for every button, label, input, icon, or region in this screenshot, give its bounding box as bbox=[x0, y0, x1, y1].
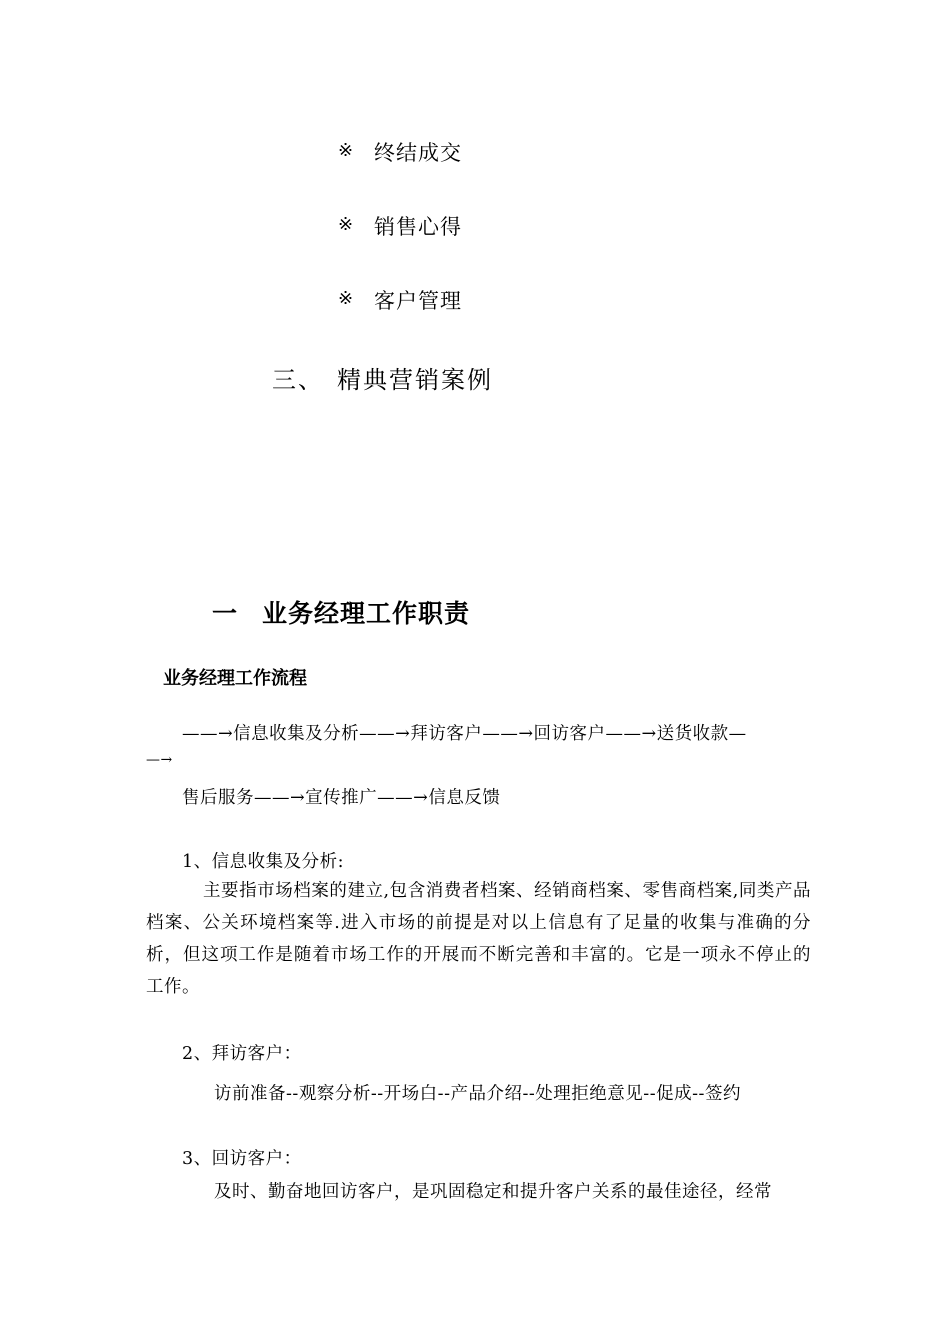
chapter-title: 业务经理工作职责 bbox=[262, 599, 471, 628]
workflow-line-1-wrap: —→ bbox=[146, 752, 173, 768]
bullet-mark-2: ※ bbox=[338, 214, 354, 235]
item-1-body: 主要指市场档案的建立,包含消费者档案、经销商档案、零售商档案,同类产品档案、公关环境档案等.进入市场的前提是对以上信息有了足量的收集与准确的分析，但这项工作是随着市场工作的开展而不断完善和丰富的。它是一项永不停止的工作。 bbox=[146, 881, 811, 997]
toc-item-customer-management: 客户管理 bbox=[374, 289, 462, 313]
item-2-heading: 2、拜访客户： bbox=[182, 1044, 302, 1064]
item-3-body: 及时、勤奋地回访客户，是巩固稳定和提升客户关系的最佳途径，经常 bbox=[214, 1182, 772, 1202]
toc-item-closing-deal: 终结成交 bbox=[374, 141, 462, 165]
item-3-heading: 3、回访客户： bbox=[182, 1149, 302, 1169]
item-1-heading: 1、信息收集及分析: bbox=[182, 852, 345, 872]
bullet-mark-1: ※ bbox=[338, 140, 354, 161]
workflow-heading: 业务经理工作流程 bbox=[163, 668, 307, 689]
toc-section-3-number: 三、 bbox=[272, 366, 324, 394]
bullet-mark-3: ※ bbox=[338, 288, 354, 309]
toc-section-3-title: 精典营销案例 bbox=[337, 366, 493, 394]
workflow-line-2: 售后服务——→宣传推广——→信息反馈 bbox=[182, 788, 501, 808]
chapter-number: 一 bbox=[212, 599, 239, 628]
item-2-body: 访前准备--观察分析--开场白--产品介绍--处理拒绝意见--促成--签约 bbox=[214, 1084, 741, 1104]
toc-item-sales-insights: 销售心得 bbox=[374, 215, 462, 239]
workflow-line-1: ——→信息收集及分析——→拜访客户——→回访客户——→送货收款— bbox=[182, 724, 747, 744]
